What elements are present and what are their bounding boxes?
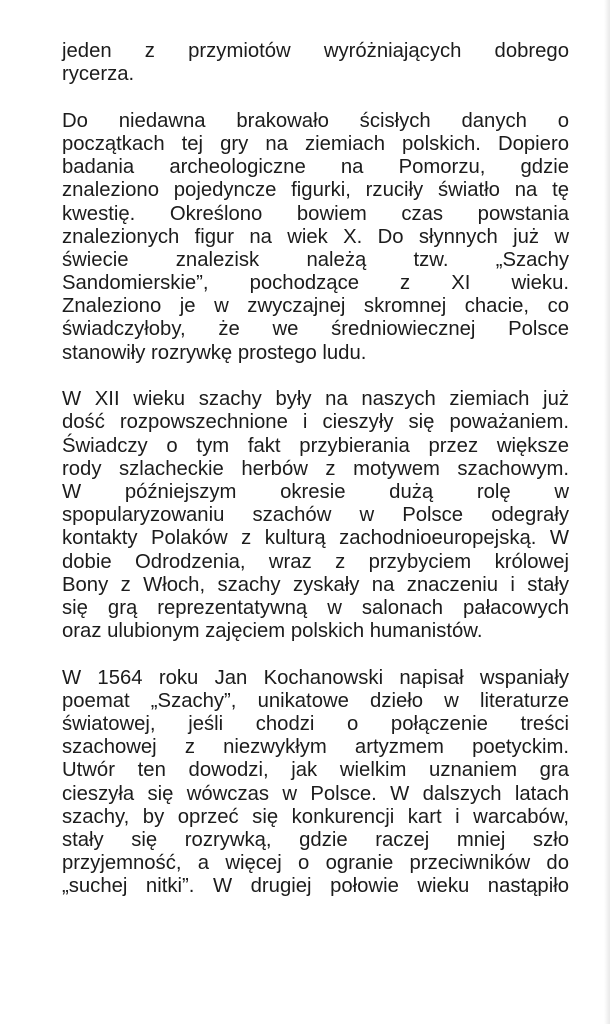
text-line: szachowej z niezwykłym artyzmem poetyckim. (62, 736, 569, 759)
text-line: rycerza. (62, 63, 135, 86)
text-line: stanowiły rozrywkę prostego ludu. (62, 341, 367, 364)
text-line: Bony z Włoch, szachy zyskały na znaczeniu i stały (62, 573, 569, 596)
text-line: rody szlacheckie herbów z motywem szachowym. (62, 457, 569, 480)
text-line: początkach tej gry na ziemiach polskich. Dopiero (62, 132, 569, 155)
document-page (62, 40, 569, 922)
text-line: Świadczy o tym fakt przybierania przez większe (62, 434, 569, 457)
text-line: świecie znalezisk należą tzw. „Szachy (62, 248, 569, 271)
text-line: Utwór ten dowodzi, jak wielkim uznaniem gra (62, 759, 569, 782)
text-line: Znaleziono je w zwyczajnej skromnej chacie, co (62, 295, 569, 318)
text-line: spopularyzowaniu szachów w Polsce odegrały (62, 504, 569, 527)
text-line: Do niedawna brakowało ścisłych danych o (62, 109, 569, 132)
scan-edge-shadow (604, 0, 610, 1024)
paragraph (62, 40, 569, 86)
text-line: dobie Odrodzenia, wraz z przybyciem królowej (62, 550, 569, 573)
text-line: szachy, by oprzeć się konkurencji kart i warcabów, (62, 805, 569, 828)
text-line: znaleziono pojedyncze figurki, rzuciły światło na tę (62, 179, 569, 202)
text-line: dość rozpowszechnione i cieszyły się poważaniem. (62, 411, 569, 434)
paragraph (62, 667, 569, 899)
text-line: „suchej nitki”. W drugiej połowie wieku nastąpiło (62, 875, 569, 898)
text-line: świadczyłoby, że we średniowiecznej Polsce (62, 318, 569, 341)
text-line: stały się rozrywką, gdzie raczej mniej szło (62, 828, 569, 851)
text-line: cieszyła się wówczas w Polsce. W dalszych latach (62, 782, 569, 805)
text-line: badania archeologiczne na Pomorzu, gdzie (62, 156, 569, 179)
text-line: się grą reprezentatywną w salonach pałacowych (62, 596, 569, 619)
text-line: oraz ulubionym zajęciem polskich humanistów. (62, 620, 483, 643)
text-line: znalezionych figur na wiek X. Do słynnych już w (62, 225, 569, 248)
text-line: Sandomierskie”, pochodzące z XI wieku. (62, 272, 569, 295)
text-line: kwestię. Określono bowiem czas powstania (62, 202, 569, 225)
paragraph (62, 110, 569, 365)
paragraph (62, 388, 569, 643)
text-line: przyjemność, a więcej o ogranie przeciwników do (62, 852, 569, 875)
text-line: W późniejszym okresie dużą rolę w (62, 480, 569, 503)
text-line: kontakty Polaków z kulturą zachodnioeuropejską. W (62, 527, 569, 550)
text-line: światowej, jeśli chodzi o połączenie treści (62, 713, 569, 736)
text-line: jeden z przymiotów wyróżniających dobrego (62, 40, 569, 62)
text-line: W XII wieku szachy były na naszych ziemiach już (62, 388, 569, 411)
text-line: W 1564 roku Jan Kochanowski napisał wspaniały (62, 666, 569, 689)
text-line: poemat „Szachy”, unikatowe dzieło w literaturze (62, 689, 569, 712)
